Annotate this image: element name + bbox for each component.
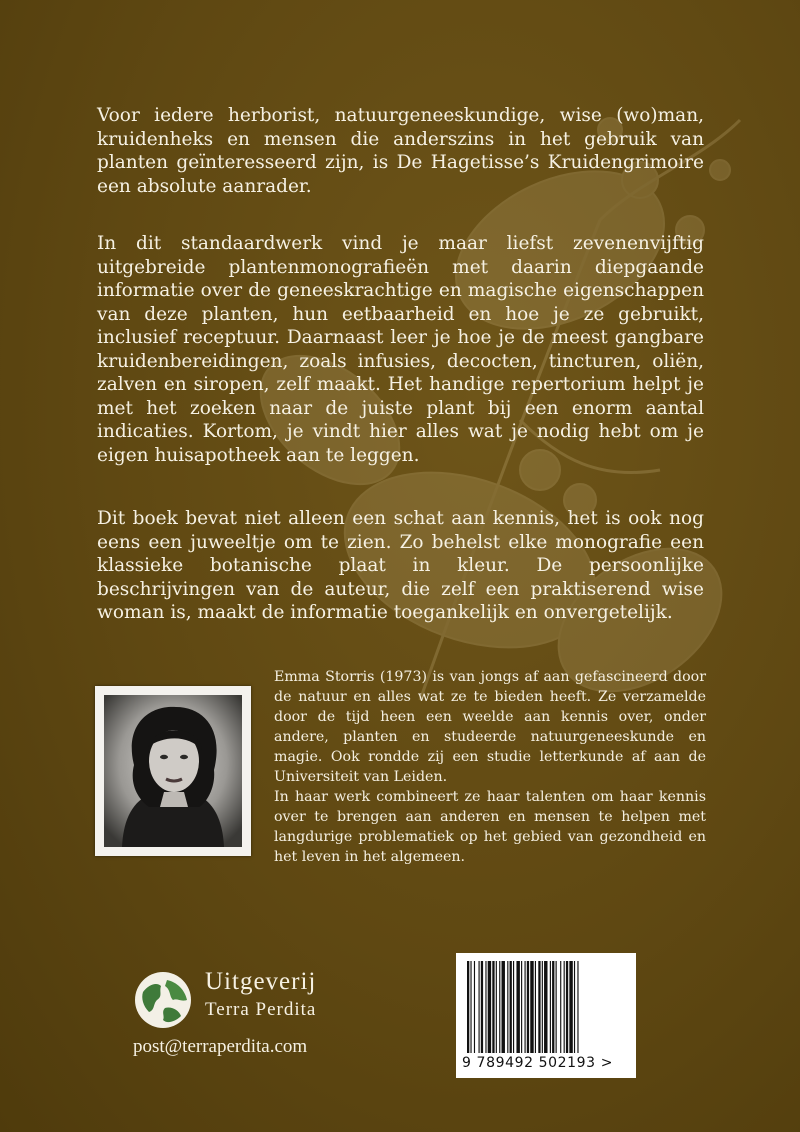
author-bio [274,667,706,867]
barcode-bar [496,961,497,1053]
blurb-paragraph-1: Voor iedere herborist, natuurgeneeskundige, wise (wo)man, kruidenheks en mensen die anderszins in het gebruik van planten geïnteresseerd zijn, is De Hagetisse’s Kruidengrimoire een absolute aanrader. [97,105,704,197]
barcode-bar [535,961,536,1053]
author-bio-paragraph-1: Emma Storris (1973) is van jongs af aan gefascineerd door de natuur en alles wat ze te bieden heeft. Ze verzamelde door de tijd heen een weelde aan kennis over, onder andere, planten en studeerde natuurgeneeskunde en magie. Ook rondde zij een studie letterkunde af aan de Universiteit van Leiden. [274,669,706,785]
blurb-paragraph-3: Dit boek bevat niet alleen een schat aan kennis, het is ook nog eens een juweeltje om te zien. Zo behelst elke monografie een klassieke botanische plaat in kleur. De persoonlijke beschrijvingen van de auteur, die zelf een praktiserend wise woman is, maakt de informatie toegankelijk en onvergetelijk. [97,508,704,623]
author-bio-paragraph-2: In haar werk combineert ze haar talenten om haar kennis over te brengen aan anderen en mensen te helpen met langdurige problematiek op het gebied van gezondheid en het leven in het algemeen. [274,789,706,865]
barcode-bar [577,961,578,1053]
isbn-number: 9 789492 502193 > [462,1055,614,1071]
barcode-bar [467,961,469,1053]
barcode-bar [566,961,568,1053]
barcode-bar [550,961,551,1053]
barcode-bar [552,961,554,1053]
barcode-bar [560,961,561,1053]
publisher-email[interactable]: post@terraperdita.com [133,1036,308,1057]
barcode-bar [564,961,565,1053]
barcode-bar [479,961,480,1053]
barcode-bar [544,961,547,1053]
publisher-logo [133,968,373,1068]
publisher-name: Uitgeverij [205,968,317,995]
barcode-bar [492,961,494,1053]
barcode-bar [499,961,500,1053]
barcode-bar [527,961,529,1053]
publisher-name-subtitle: Terra Perdita [205,999,317,1020]
author-portrait [104,695,242,847]
barcode-bar [470,961,471,1053]
barcode-bar [538,961,540,1053]
globe-icon [133,970,193,1030]
barcode-bar [556,961,557,1053]
barcode-bar [530,961,533,1053]
barcode-bars [467,961,625,1053]
barcode-bar [502,961,505,1053]
isbn-barcode [456,953,636,1078]
barcode-bar [525,961,526,1053]
author-photo [95,686,251,856]
barcode-bar [513,961,514,1053]
barcode-bar [485,961,486,1053]
blurb-paragraph-2: In dit standaardwerk vind je maar liefst zevenenvijftig uitgebreide plantenmonografieën met daarin diepgaande informatie over de geneeskrachtige en magische eigenschappen van deze planten, hun eetbaarheid en hoe je ze gebruikt, inclusief receptuur. Daarnaast leer je hoe je de meest gangbare kruidenbereidingen, zoals infusies, decocten, tincturen, oliën, zalven en siropen, zelf maakt. Het handige repertorium helpt je met het zoeken naar de juiste plant bij een enorm aantal indicaties. Kortom, je vindt hier alles wat je nodig hebt om je eigen huisapotheek aan te leggen. [97,233,704,466]
barcode-bar [542,961,543,1053]
barcode-bar [488,961,491,1053]
barcode-bar [474,961,475,1053]
barcode-bar [510,961,512,1053]
barcode-bar [481,961,483,1053]
barcode-bar [521,961,522,1053]
barcode-bar [507,961,508,1053]
barcode-bar [574,961,575,1053]
barcode-bar [569,961,572,1053]
barcode-bar [516,961,519,1053]
